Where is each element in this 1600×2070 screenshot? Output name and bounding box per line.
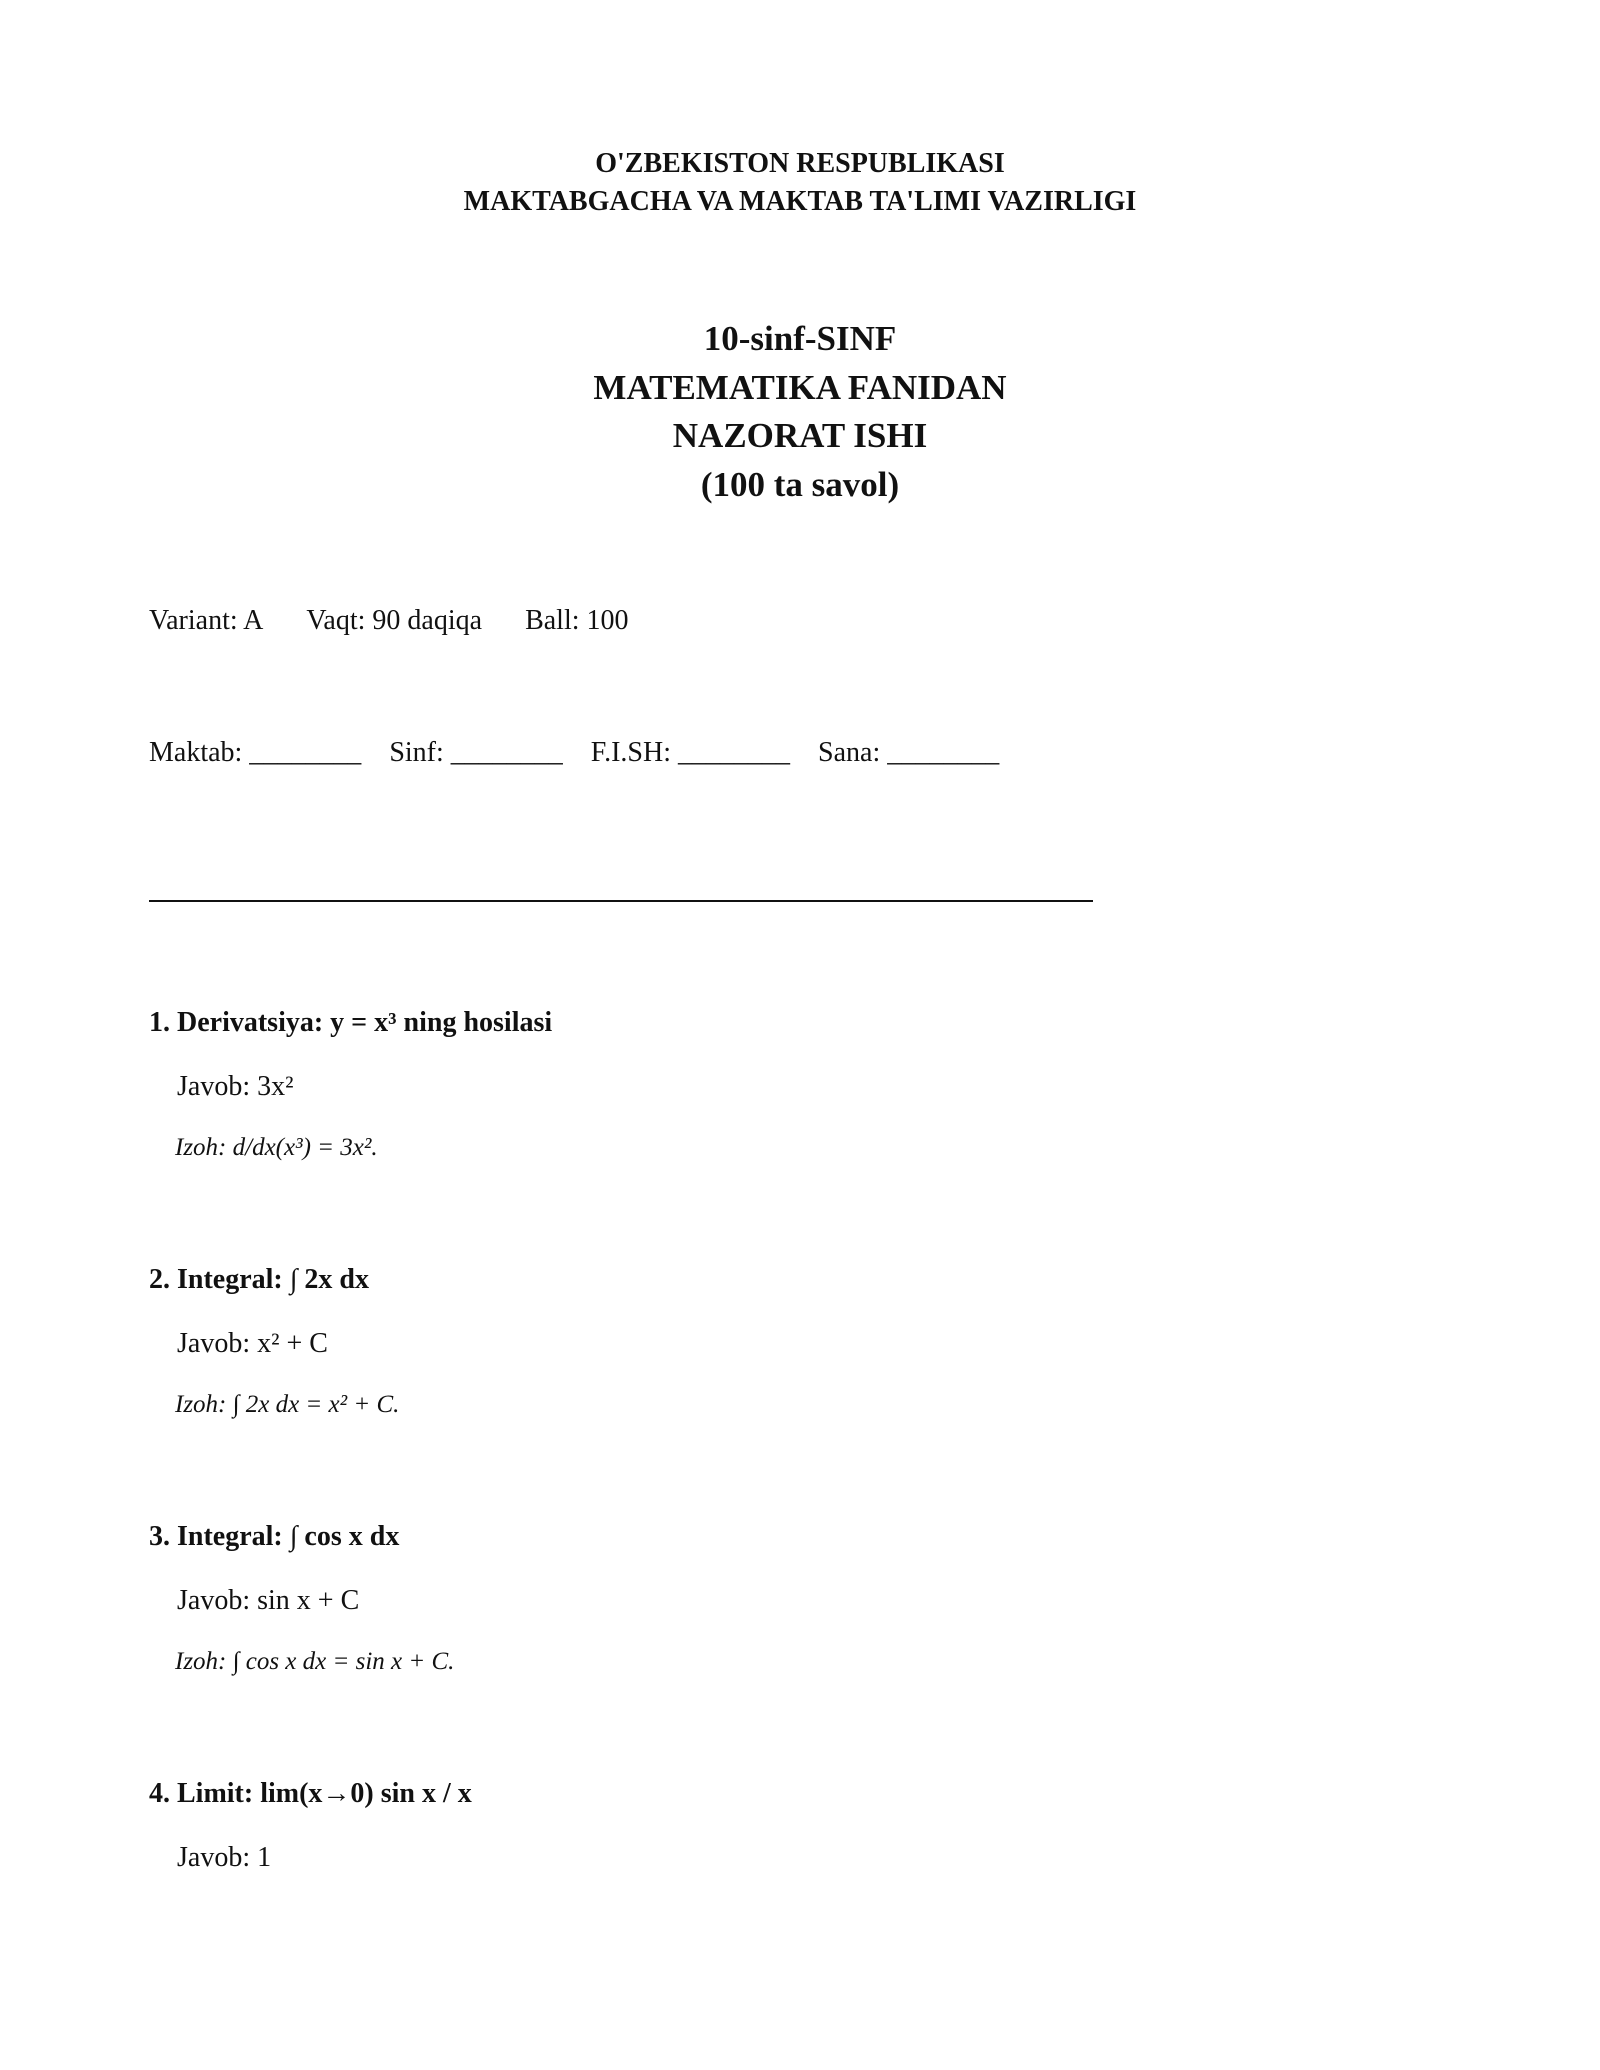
question-item <box>149 1776 1449 1876</box>
variant-label: Variant: A <box>149 605 264 636</box>
title-subject: MATEMATIKA FANIDAN <box>593 367 1007 407</box>
title-count: (100 ta savol) <box>700 464 900 504</box>
header-ministry: MAKTABGACHA VA MAKTAB TA'LIMI VAZIRLIGI <box>463 186 1137 217</box>
question-title: 3. Integral: ∫ cos x dx <box>149 1521 400 1552</box>
score-label: Ball: 100 <box>525 605 629 636</box>
header-country: O'ZBEKISTON RESPUBLIKASI <box>595 148 1005 179</box>
title-grade: 10-sinf-SINF <box>703 319 897 358</box>
class-field: Sinf: ________ <box>389 737 563 768</box>
question-item <box>149 1519 1449 1679</box>
question-note: Izoh: d/dx(x³) = 3x². <box>175 1134 378 1161</box>
school-field: Maktab: ________ <box>149 737 362 768</box>
ministry-header <box>0 145 1600 221</box>
question-answer: Javob: 3x² <box>177 1071 294 1102</box>
student-fields <box>149 737 999 769</box>
name-field: F.I.SH: ________ <box>590 737 791 768</box>
question-note: Izoh: ∫ 2x dx = x² + C. <box>175 1391 400 1418</box>
title-type: NAZORAT ISHI <box>672 416 928 455</box>
time-label: Vaqt: 90 daqiqa <box>306 605 483 636</box>
question-title: 2. Integral: ∫ 2x dx <box>149 1264 369 1295</box>
question-item <box>149 1262 1449 1422</box>
question-answer: Javob: x² + C <box>177 1328 328 1359</box>
question-title: 4. Limit: lim(x→0) sin x / x <box>149 1778 472 1809</box>
divider-line <box>149 900 1093 902</box>
date-field: Sana: ________ <box>818 737 1000 768</box>
question-answer: Javob: 1 <box>177 1842 272 1873</box>
exam-meta <box>149 605 629 637</box>
question-title: 1. Derivatsiya: y = x³ ning hosilasi <box>149 1007 553 1038</box>
question-answer: Javob: sin x + C <box>177 1585 360 1616</box>
document-title <box>0 315 1600 509</box>
question-note: Izoh: ∫ cos x dx = sin x + C. <box>175 1648 455 1675</box>
question-item <box>149 1005 1449 1165</box>
